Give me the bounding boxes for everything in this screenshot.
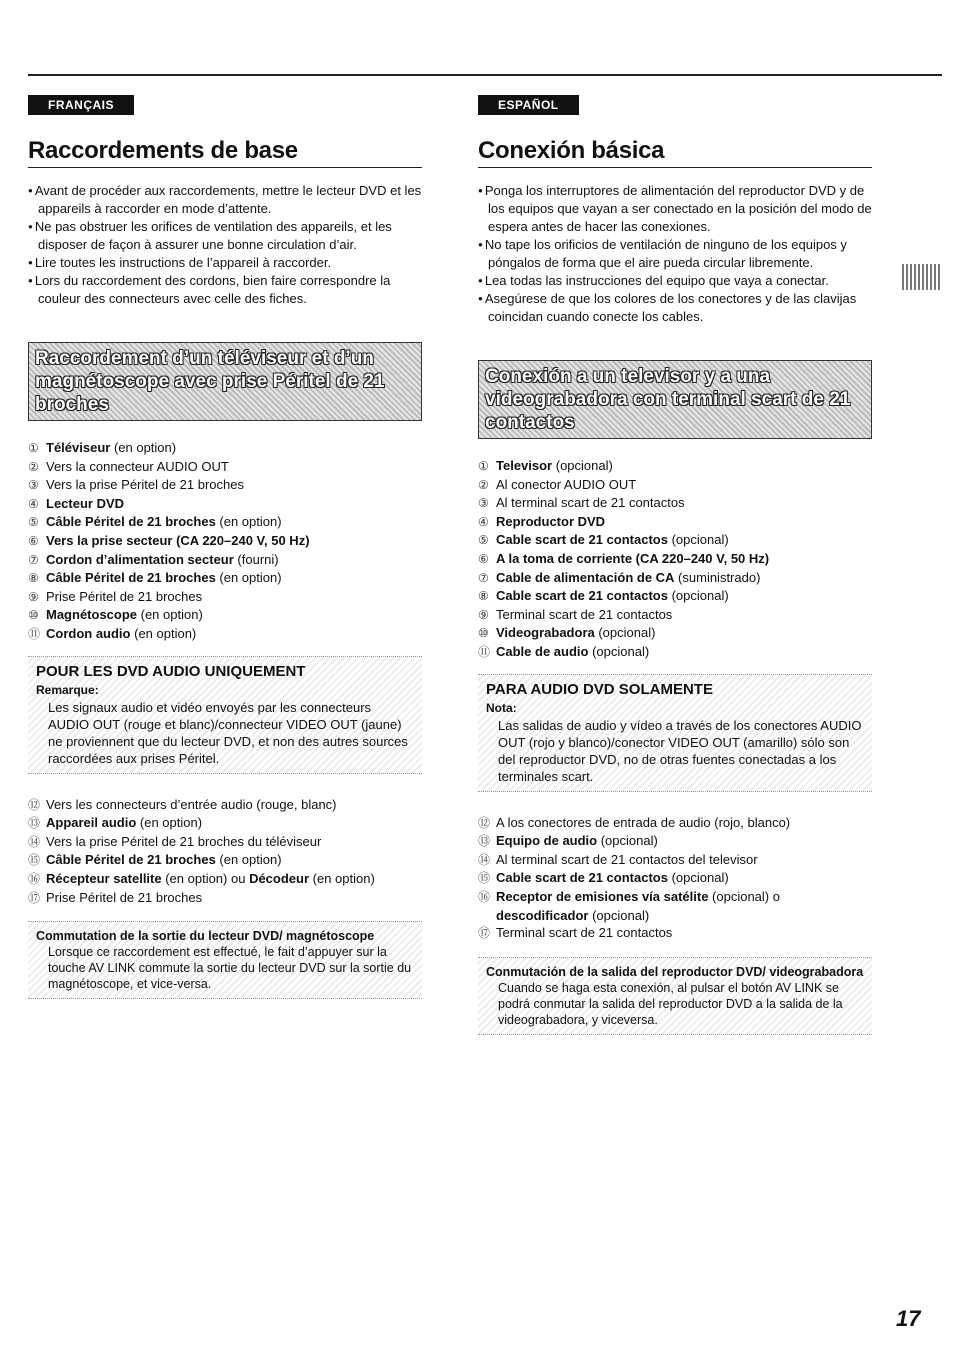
note-label: Remarque: [36, 682, 99, 697]
legend-item: ⑮ Cable scart de 21 contactos (opcional) [478, 870, 729, 886]
legend-item: ⑯ Receptor de emisiones vía satélite (opcional) o [478, 888, 780, 904]
note-label: Nota: [486, 700, 517, 715]
legend-item: ③ Vers la prise Péritel de 21 broches [28, 477, 244, 493]
intro-item: ● Ne pas obstruer les orifices de ventilation des appareils, et les disposer de façon à assurer une bonne circulation d’air. [28, 218, 422, 254]
switch-text: Cuando se haga esta conexión, al pulsar el botón AV LINK se podrá conmutar la salida del reproductor DVD a la salida de la videograbadora, y viceversa. [498, 980, 843, 1027]
legend-item: ⑰ Prise Péritel de 21 broches [28, 889, 203, 905]
legend-item: ⑧ Câble Péritel de 21 broches (en option) [28, 570, 282, 586]
note-text: Las salidas de audio y vídeo a través de los conectores AUDIO OUT (rojo y blanco)/conector VIDEO OUT (amarillo) sólo son del reproductor DVD, no de otras fuentes conectadas a los terminales scart. [498, 717, 862, 784]
legend-item: ⑫ A los conectores de entrada de audio (rojo, blanco) [478, 814, 791, 830]
legend-item: ⑨ Terminal scart de 21 contactos [478, 606, 673, 622]
note-box-french [28, 656, 422, 774]
legend-item: ⑦ Cordon d’alimentation secteur (fourni) [28, 551, 279, 567]
legend-item: ① Televisor (opcional) [478, 458, 613, 473]
page-number: 17 [896, 1306, 921, 1331]
note-text: Les signaux audio et vidéo envoyés par les connecteurs AUDIO OUT (rouge et blanc)/connecteur VIDEO OUT (jaune) ne proviennent que du lecteur DVD, et non des autres sources raccordées aux prises Péritel. [48, 699, 408, 766]
section-heading-spanish: Conexión a un televisor y a una videograbadora con terminal scart de 21 contactos [478, 360, 872, 439]
legend-item: ⑨ Prise Péritel de 21 broches [28, 588, 203, 604]
legend-item: ⑩ Magnétoscope (en option) [28, 607, 203, 623]
intro-item: ● Lors du raccordement des cordons, bien faire correspondre la couleur des connecteurs avec celle des fiches. [28, 272, 422, 308]
legend-item: ⑤ Cable scart de 21 contactos (opcional) [478, 532, 729, 548]
legend-list-french [28, 439, 422, 644]
intro-item: ● Ponga los interruptores de alimentación del reproductor DVD y de los equipos que vayan a ser conectado en la posición del modo de espera antes de hacer las conexiones. [478, 182, 872, 236]
legend-item: ⑫ Vers les connecteurs d’entrée audio (rouge, blanc) [28, 796, 337, 812]
legend-list-spanish [478, 457, 872, 662]
legend-item: ⑮ Câble Péritel de 21 broches (en option) [28, 852, 282, 868]
side-marker [902, 264, 942, 290]
legend-item: ② Vers la connecteur AUDIO OUT [28, 458, 229, 474]
legend-list-2-french [28, 796, 422, 908]
switch-box-french [28, 921, 422, 999]
intro-list-french [28, 182, 422, 308]
switch-box-spanish [478, 957, 872, 1035]
legend-item: ⑬ Equipo de audio (opcional) [478, 833, 658, 849]
legend-item: ⑦ Cable de alimentación de CA (suministrado) [478, 569, 761, 585]
legend-item: ⑬ Appareil audio (en option) [28, 815, 203, 831]
language-tab-spanish: ESPAÑOL [478, 95, 579, 115]
legend-item: ⑯ Récepteur satellite (en option) ou Décodeur (en option) [28, 870, 375, 886]
legend-item: ⑥ A la toma de corriente (CA 220–240 V, 50 Hz) [478, 550, 770, 566]
intro-item: ● Lea todas las instrucciones del equipo que vaya a conectar. [478, 272, 872, 290]
column-spanish [478, 95, 872, 1035]
intro-list-spanish [478, 182, 872, 326]
page-title-spanish: Conexión básica [478, 137, 872, 168]
top-rule [28, 74, 942, 76]
legend-item: ⑪ Cable de audio (opcional) [478, 643, 650, 659]
legend-item: ① Téléviseur (en option) [28, 440, 177, 455]
legend-item: ⑭ Vers la prise Péritel de 21 broches du téléviseur [28, 833, 322, 849]
intro-item: ● Asegúrese de que los colores de los conectores y de las clavijas coincidan cuando conecte los cables. [478, 290, 872, 326]
language-tab-french: FRANÇAIS [28, 95, 134, 115]
intro-item: ● Lire toutes les instructions de l’appareil à raccorder. [28, 254, 422, 272]
legend-item: ④ Lecteur DVD [28, 495, 125, 511]
legend-item: descodificador (opcional) [496, 907, 650, 923]
legend-item: ② Al conector AUDIO OUT [478, 476, 637, 492]
column-french [28, 95, 422, 999]
legend-item: ⑧ Cable scart de 21 contactos (opcional) [478, 588, 729, 604]
legend-item: ⑥ Vers la prise secteur (CA 220–240 V, 50 Hz) [28, 532, 310, 548]
note-title: PARA AUDIO DVD SOLAMENTE [486, 680, 713, 698]
intro-item: ● Avant de procéder aux raccordements, mettre le lecteur DVD et les appareils à raccorder en mode d’attente. [28, 182, 422, 218]
legend-item: ③ Al terminal scart de 21 contactos [478, 495, 685, 511]
section-heading-french: Raccordement d’un téléviseur et d’un magnétoscope avec prise Péritel de 21 broches [28, 342, 422, 421]
legend-list-2-spanish [478, 814, 872, 943]
legend-item: ④ Reproductor DVD [478, 513, 606, 529]
legend-item: ⑭ Al terminal scart de 21 contactos del televisor [478, 851, 758, 867]
legend-item: ⑩ Videograbadora (opcional) [478, 625, 656, 641]
page-title-french: Raccordements de base [28, 137, 422, 168]
legend-item: ⑪ Cordon audio (en option) [28, 625, 197, 641]
switch-text: Lorsque ce raccordement est effectué, le fait d’appuyer sur la touche AV LINK commute la sortie du lecteur DVD sur la sortie du magnétoscope, et vice-versa. [48, 945, 412, 992]
note-title: POUR LES DVD AUDIO UNIQUEMENT [36, 662, 306, 680]
switch-title: Conmutación de la salida del reproductor DVD/ videograbadora [486, 964, 864, 979]
intro-item: ● No tape los orificios de ventilación de ninguno de los equipos y póngalos de forma que el aire pueda circular libremente. [478, 236, 872, 272]
switch-title: Commutation de la sortie du lecteur DVD/ magnétoscope [36, 929, 375, 944]
legend-item: ⑤ Câble Péritel de 21 broches (en option) [28, 514, 282, 530]
legend-item: ⑰ Terminal scart de 21 contactos [478, 925, 673, 941]
note-box-spanish [478, 674, 872, 792]
